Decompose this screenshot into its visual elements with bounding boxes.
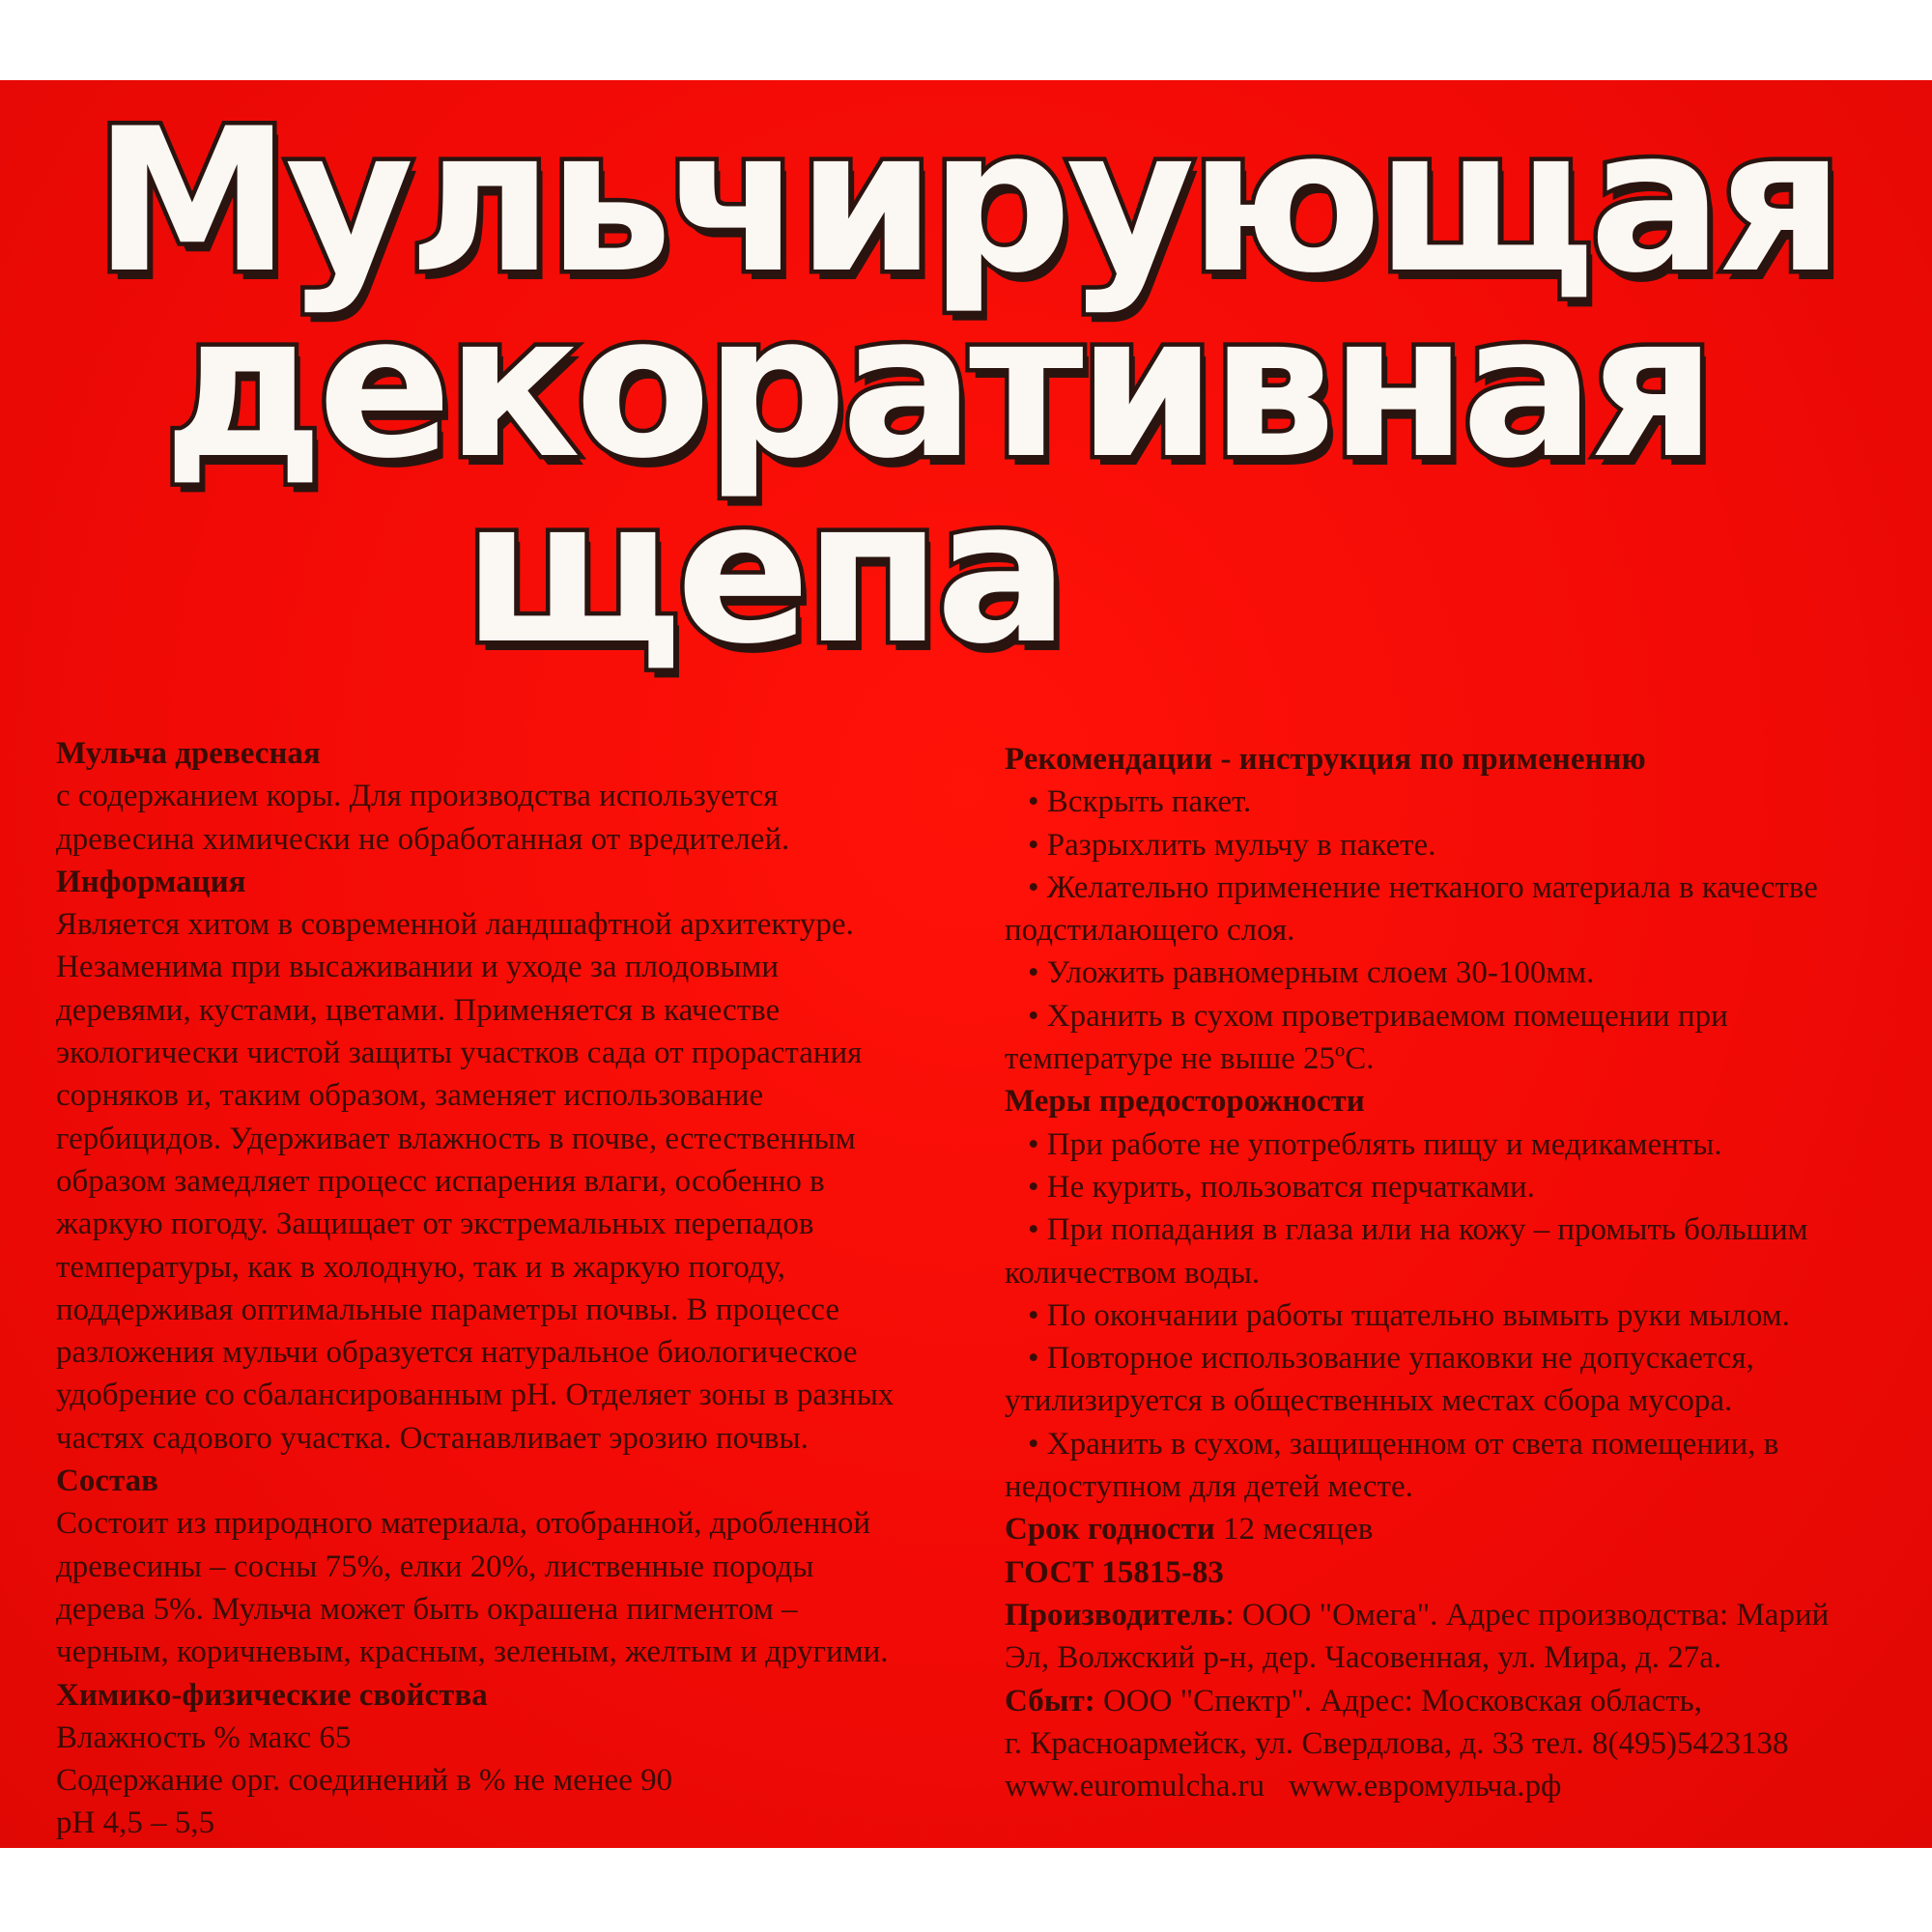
text-line: древесина химически не обработанная от вредителей. — [56, 821, 790, 857]
spacer — [1264, 1769, 1289, 1804]
text-line: разложения мульчи образуется натуральное биологическое — [56, 1335, 858, 1371]
section-heading: Состав — [56, 1463, 158, 1499]
text-line: Состоит из природного материала, отобранной, дробленной — [56, 1506, 871, 1542]
text-line: сорняков и, таким образом, заменяет использование — [56, 1078, 764, 1114]
title-line-3: щепа — [463, 458, 1064, 688]
text-line: недоступном для детей месте. — [1005, 1469, 1413, 1505]
text-line — [1005, 1680, 1829, 1722]
text-line: Влажность % макс 65 — [56, 1719, 352, 1755]
text-line: дерева 5%. Мульча может быть окрашена пигментом – — [56, 1591, 798, 1627]
text-line: температуре не выше 25ºС. — [1005, 1041, 1375, 1077]
text-line: с содержанием коры. Для производства используется — [56, 779, 779, 814]
manufacturer-label: Производитель — [1005, 1597, 1226, 1633]
text-line: • Вскрыть пакет. — [1028, 784, 1252, 820]
text-line: • По окончании работы тщательно вымыть руки мылом. — [1028, 1297, 1790, 1333]
text-line: Эл, Волжский р-н, дер. Часовенная, ул. Мира, д. 27а. — [1005, 1640, 1722, 1676]
text-line: древесины – сосны 75%, елки 20%, лиственные породы — [56, 1548, 814, 1584]
text-line: поддерживая оптимальные параметры почвы. В процессе — [56, 1292, 839, 1327]
text-line — [1005, 1508, 1829, 1550]
sales-text: ООО "Спектр". Адрес: Московская область, — [1094, 1683, 1702, 1719]
text-line: черным, коричневым, красным, зеленым, желтым и другими. — [56, 1634, 889, 1670]
text-line: гербицидов. Удерживает влажность в почве, естественным — [56, 1121, 856, 1156]
text-line: Содержание орг. соединений в % не менее 90 — [56, 1763, 673, 1799]
text-line: жаркую погоду. Защищает от экстремальных перепадов — [56, 1207, 814, 1242]
sales-label: Сбыт: — [1005, 1683, 1095, 1719]
title-line-1: Мульчирующая — [93, 87, 1839, 317]
website-link[interactable]: www.euromulcha.ru — [1005, 1769, 1265, 1804]
text-line: Является хитом в современной ландшафтной архитектуре. — [56, 907, 854, 943]
text-line: количеством воды. — [1005, 1255, 1261, 1291]
text-line: • Повторное использование упаковки не допускается, — [1028, 1341, 1754, 1377]
text-line: pH 4,5 – 5,5 — [56, 1805, 215, 1841]
right-column — [1005, 738, 1829, 1807]
title-line-2: декоративная — [163, 272, 1711, 502]
section-heading: Рекомендации - инструкция по примененню — [1005, 742, 1646, 777]
text-line: г. Красноармейск, ул. Свердлова, д. 33 тел. 8(495)5423138 — [1005, 1725, 1789, 1761]
text-line: утилизируется в общественных местах сбора мусора. — [1005, 1383, 1733, 1419]
section-heading: Химико-физические свойства — [56, 1677, 488, 1713]
manufacturer-text: : ООО "Омега". Адрес производства: Марий — [1225, 1597, 1830, 1633]
text-line: • Желательно применение нетканого материала в качестве — [1028, 869, 1818, 905]
website-link[interactable]: www.евромульча.рф — [1288, 1769, 1562, 1804]
left-column — [56, 732, 894, 1845]
text-line: температуры, как в холодную, так и в жаркую погоду, — [56, 1249, 786, 1285]
shelf-life-value: 12 месяцев — [1214, 1512, 1374, 1548]
text-line: • Хранить в сухом проветриваемом помещении при — [1028, 998, 1728, 1034]
section-heading: Информация — [56, 864, 246, 899]
text-line: Незаменима при высаживании и уходе за плодовыми — [56, 950, 780, 985]
shelf-life-label: Срок годности — [1005, 1512, 1215, 1548]
text-line: частях садового участка. Останавливает эрозию почвы. — [56, 1420, 809, 1456]
text-line: удобрение со сбалансированным pH. Отделяет зоны в разных — [56, 1378, 895, 1413]
text-line: • Уложить равномерным слоем 30-100мм. — [1028, 955, 1595, 991]
text-line: • Хранить в сухом, защищенном от света помещении, в — [1028, 1426, 1779, 1462]
text-line: • При работе не употреблять пищу и медикаменты. — [1028, 1126, 1722, 1162]
websites — [1005, 1765, 1829, 1807]
text-line — [1005, 1594, 1829, 1636]
text-line: • Разрыхлить мульчу в пакете. — [1028, 827, 1436, 863]
text-line: • При попадания в глаза или на кожу – промыть большим — [1028, 1212, 1808, 1248]
text-line: деревями, кустами, цветами. Применяется в качестве — [56, 992, 781, 1028]
gost-standard: ГОСТ 15815-83 — [1005, 1554, 1224, 1590]
section-heading: Мульча древесная — [56, 736, 321, 771]
text-line: • Не курить, пользоватся перчатками. — [1028, 1169, 1535, 1205]
section-heading: Меры предосторожности — [1005, 1084, 1365, 1120]
text-line: подстилающего слоя. — [1005, 913, 1295, 949]
text-line: образом замедляет процесс испарения влаги, особенно в — [56, 1163, 825, 1199]
text-line: экологически чистой защиты участков сада от прорастания — [56, 1036, 863, 1071]
